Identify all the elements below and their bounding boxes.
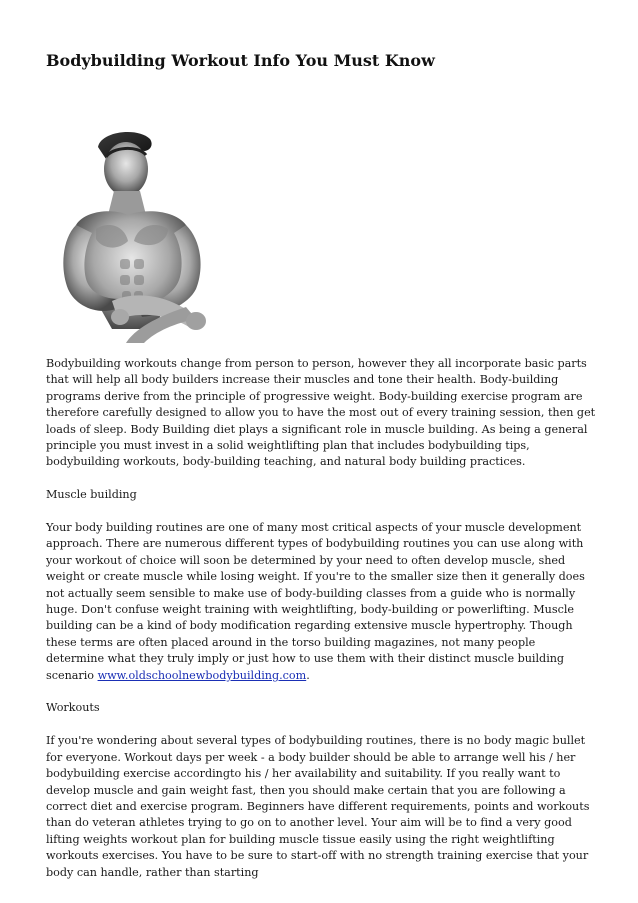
article-body [46,356,596,897]
muscle-building-paragraph [46,520,596,684]
intro-paragraph: Bodybuilding workouts change from person to person, however they all incorporate basic parts that will help all body builders increase their muscles and tone their health. Body-building programs derive from the principle of progressive weight. Body-building exercise program are therefore carefully designed to allow you to have the most out of every training session, then get loads of sleep. Body Building diet plays a significant role in muscle building. As being a general principle you must invest in a solid weightlifting plan that includes bodybuilding tips, bodybuilding workouts, body-building teaching, and natural body building practices. [46,357,596,469]
workouts-paragraph: If you're wondering about several types of bodybuilding routines, there is no body magic bullet for everyone. Workout days per week - a body builder should be able to arrange well his / her bodybuilding exercise accordingto his / her availability and suitability. If you really want to develop muscle and gain weight fast, then you should make certain that you are following a correct diet and exercise program. Beginners have different requirements, points and workouts than do veteran athletes trying to go on to another level. Your aim will be to find a very good lifting weights workout plan for building muscle tissue easily using the right weightlifting workouts exercises. You have to be sure to start-off with no strength training exercise that your body can handle, rather than starting [46,734,590,879]
document-title: Bodybuilding Workout Info You Must Know [46,51,435,70]
muscle-building-heading: Muscle building [46,488,137,502]
muscle-building-text: Your body building routines are one of many most critical aspects of your muscle development approach. There are numerous different types of bodybuilding routines you can use along with your workout of choice will soon be determined by your need to often develop muscle, shed weight or create muscle while losing weight. If you're to the smaller size then it generally does not actually seem sensible to make use of body-building classes from a guide who is normally huge. Don't confuse weight training with weightlifting, body-building or powerlifting. Muscle building can be a kind of body modification regarding extensive muscle hypertrophy. Though these terms are often placed around in the torso building magazines, not many people determine what they truly imply or just how to use them with their distinct muscle building scenario [46,521,585,682]
bodybuilder-photo [46,129,254,344]
link-suffix: . [306,668,310,682]
workouts-heading: Workouts [46,701,100,715]
oldschool-bodybuilding-link[interactable]: www.oldschoolnewbodybuilding.com [97,668,307,682]
